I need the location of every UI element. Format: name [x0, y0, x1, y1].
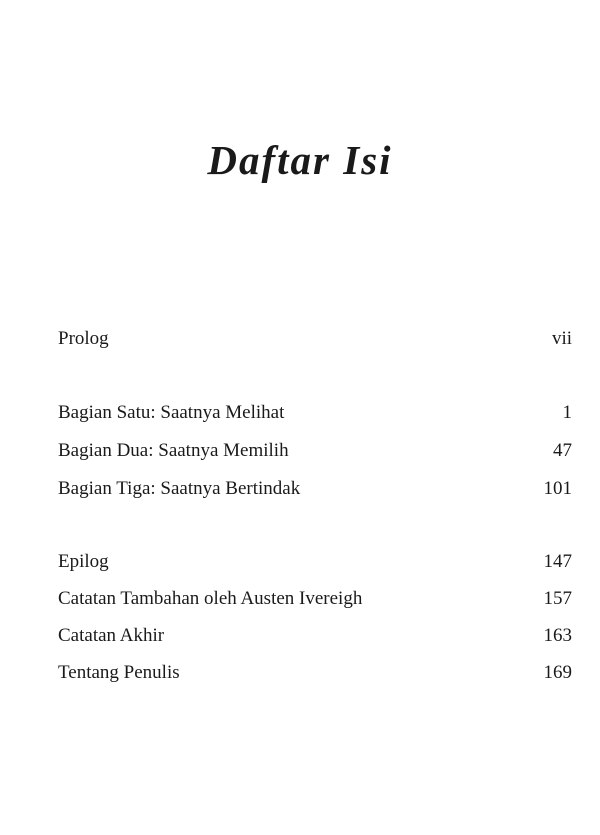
toc-entry-bagian-tiga	[58, 476, 572, 502]
toc-entry-label: Bagian Tiga: Saatnya Bertindak	[58, 478, 301, 499]
toc-entry-page-number: 101	[543, 478, 572, 499]
toc-entry-bagian-dua	[58, 438, 572, 464]
toc-entry-catatan-akhir	[58, 623, 572, 649]
toc-entry-page-number: 157	[543, 588, 572, 609]
toc-entry-label: Catatan Akhir	[58, 625, 165, 646]
toc-entry-prolog	[58, 326, 572, 352]
toc-entry-catatan-tambahan	[58, 586, 572, 612]
toc-entry-page-number: 163	[543, 625, 572, 646]
page-title: Daftar Isi	[207, 137, 393, 183]
toc-entry-tentang-penulis	[58, 660, 572, 686]
toc-entry-label: Tentang Penulis	[58, 662, 180, 683]
toc-entry-page-number: 1	[562, 402, 572, 423]
toc-entry-page-number: 169	[543, 662, 572, 683]
toc-entry-bagian-satu	[58, 400, 572, 426]
toc-entry-page-number: 47	[553, 440, 572, 461]
toc-entry-label: Bagian Satu: Saatnya Melihat	[58, 402, 285, 423]
toc-entry-page-number: 147	[543, 551, 572, 572]
toc-entry-epilog	[58, 549, 572, 575]
toc-entry-label: Prolog	[58, 328, 109, 349]
toc-entry-page-number: vii	[551, 328, 572, 349]
toc-entry-label: Catatan Tambahan oleh Austen Ivereigh	[58, 588, 363, 609]
toc-entry-label: Epilog	[58, 551, 109, 572]
toc-entry-label: Bagian Dua: Saatnya Memilih	[58, 440, 289, 461]
